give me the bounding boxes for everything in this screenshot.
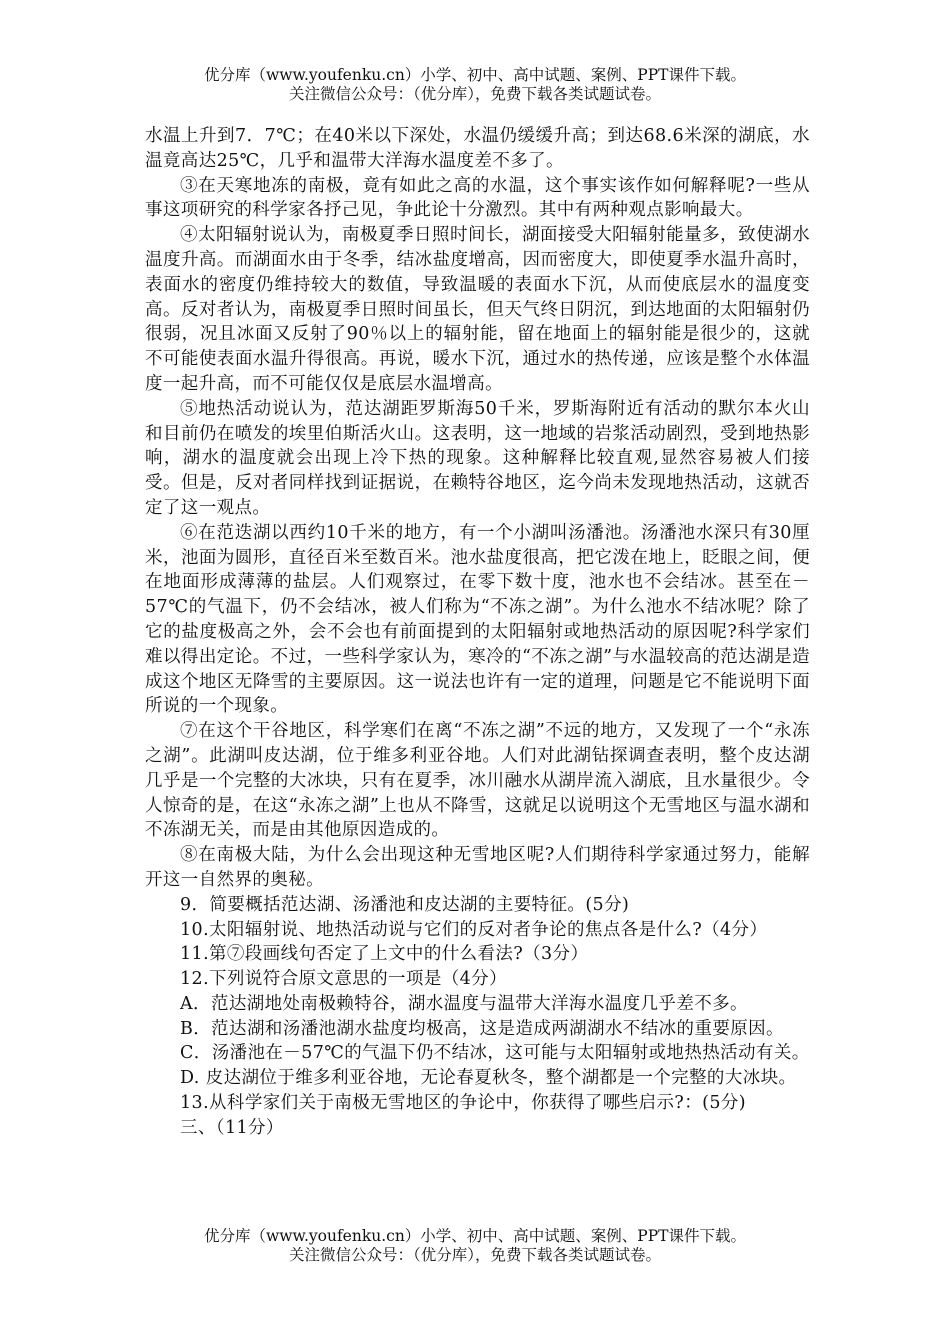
footer-line-2: 关注微信公众号：（优分库），免费下载各类试题试卷。 [288, 1246, 661, 1264]
paragraph-3: ③在天寒地冻的南极，竟有如此之高的水温，这个事实该作如何解释呢?一些从事这项研究的科学家各抒己见，争此论十分激烈。其中有两种观点影响最大。 [145, 175, 810, 221]
paragraph-continuation: 水温上升到7．7℃；在40米以下深处，水温仍缓缓升高；到达68.6米深的湖底，水温竟高达25℃，几乎和温带大洋海水温度差不多了。 [145, 126, 810, 171]
option-d: D. 皮达湖位于维多利亚谷地，无论春夏秋冬，整个湖都是一个完整的大冰块。 [180, 1068, 797, 1089]
question-12: 12.下列说符合原文意思的一项是（4分） [180, 969, 507, 990]
page-footer [0, 1227, 950, 1265]
question-11: 11.第⑦段画线句否定了上文中的什么看法?（3分） [180, 944, 589, 965]
paragraph-7: ⑦在这个干谷地区，科学寒们在离“不冻之湖”不远的地方，又发现了一个“永冻之湖”。此湖叫皮达湖，位于维多利亚谷地。人们对此湖钻探调查表明，整个皮达湖几乎是一个完整的大冰块，只有在夏季，冰川融水从湖岸流入湖底，且水量很少。令人惊奇的是，在这“永冻之湖”上也从不降雪，这就足以说明这个无雪地区与温水湖和不冻湖无关，而是由其他原因造成的。 [145, 721, 810, 841]
section-heading-three: 三、（11分） [180, 1117, 284, 1138]
option-a: A．范达湖地处南极赖特谷，湖水温度与温带大洋海水温度几乎差不多。 [180, 993, 748, 1014]
question-13: 13.从科学家们关于南极无雪地区的争论中，你获得了哪些启示?：(5分) [180, 1093, 746, 1114]
question-10: 10.太阳辐射说、地热活动说与它们的反对者争论的焦点各是什么?（4分） [180, 919, 768, 940]
document-body [145, 124, 810, 1141]
footer-line-1: 优分库（www.youfenku.cn）小学、初中、高中试题、案例、PPT课件下载。 [203, 1227, 747, 1245]
page-header [0, 66, 950, 104]
paragraph-5: ⑤地热活动说认为，范达湖距罗斯海50千米，罗斯海附近有活动的默尔本火山和目前仍在喷发的埃里伯斯活火山。这表明，这一地域的岩浆活动剧烈，受到地热影响，湖水的温度就会出现上冷下热的现象。这种解释比较直观,显然容易被人们接受。但是，反对者同样找到证据说，在赖特谷地区，迄今尚未发现地热活动，这就否定了这一观点。 [145, 398, 810, 518]
option-c: C．汤潘池在－57℃的气温下仍不结冰，这可能与太阳辐射或地热热活动有关。 [180, 1043, 810, 1064]
header-line-1: 优分库（www.youfenku.cn）小学、初中、高中试题、案例、PPT课件下载。 [203, 66, 747, 84]
paragraph-6: ⑥在范迭湖以西约10千米的地方，有一个小湖叫汤潘池。汤潘池水深只有30厘米，池面为圆形，直径百米至数百米。池水盐度很高，把它泼在地上，眨眼之间，便在地面形成薄薄的盐层。人们观察过，在零下数十度，池水也不会结冰。甚至在－57℃的气温下，仍不会结冰，被人们称为“不冻之湖”。为什么池水不结冰呢？除了它的盐度极高之外，会不会也有前面提到的太阳辐射或地热活动的原因呢?科学家们难以得出定论。不过，一些科学家认为，寒冷的“不冻之湖”与水温较高的范达湖是造成这个地区无降雪的主要原因。这一说法也许有一定的道理，问题是它不能说明下面所说的一个现象。 [145, 522, 810, 717]
header-line-2: 关注微信公众号：（优分库），免费下载各类试题试卷。 [288, 85, 661, 103]
question-9: 9．简要概括范达湖、汤潘池和皮达湖的主要特征。(5分) [180, 894, 630, 915]
paragraph-8: ⑧在南极大陆，为什么会出现这种无雪地区呢?人们期待科学家通过努力，能解开这一自然界的奥秘。 [145, 845, 810, 890]
option-b: B．范达湖和汤潘池湖水盐度均极高，这是造成两湖湖水不结冰的重要原因。 [180, 1018, 784, 1039]
paragraph-4: ④太阳辐射说认为，南极夏季日照时间长，湖面接受大阳辐射能量多，致使湖水温度升高。而湖面水由于冬季，结冰盐度增高，因而密度大，即使夏季水温升高时，表面水的密度仍维持较大的数值，导致温暖的表面水下沉，从而使底层水的温度变高。反对者认为，南极夏季日照时间虽长，但天气终日阴沉，到达地面的太阳辐射仍很弱，况且冰面又反射了90％以上的辐射能，留在地面上的辐射能是很少的，这就不可能使表面水温升得很高。再说，暖水下沉，通过水的热传递，应该是整个水体温度一起升高，而不可能仅仅是底层水温增高。 [145, 225, 810, 394]
